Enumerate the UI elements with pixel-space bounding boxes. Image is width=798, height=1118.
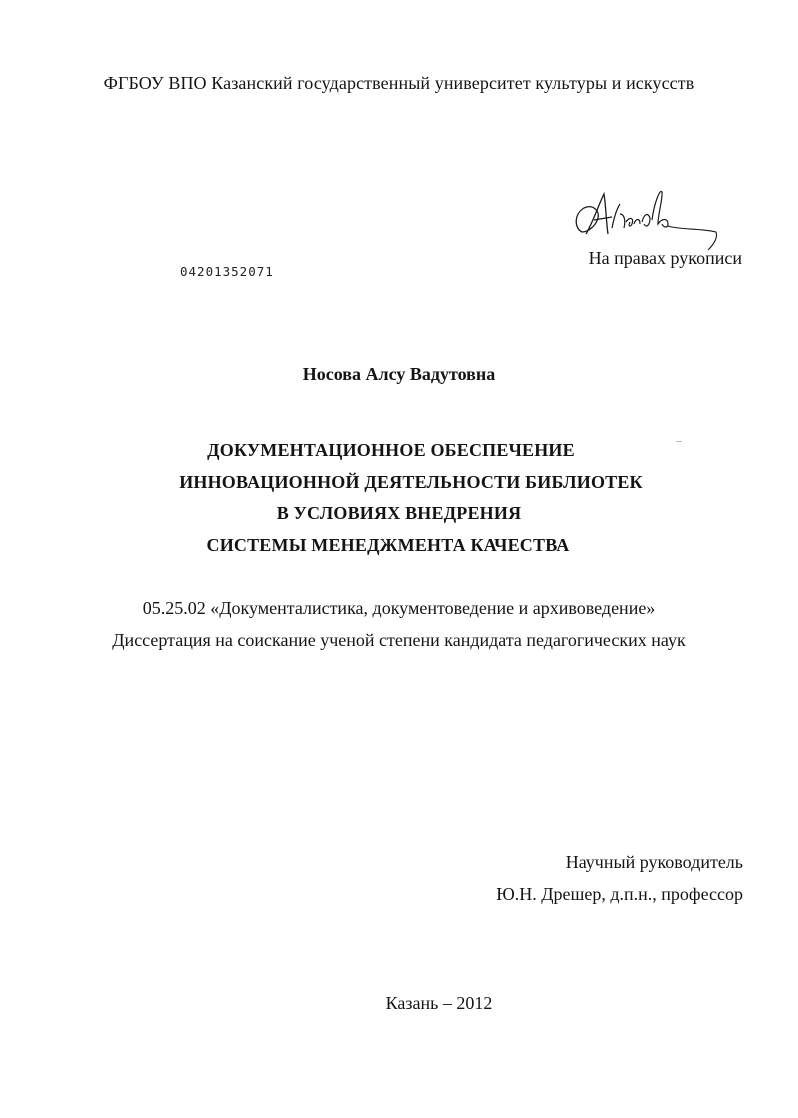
thesis-title-line-4: СИСТЕМЫ МЕНЕДЖМЕНТА КАЧЕСТВА	[206, 535, 570, 555]
author-name: Носова Алсу Вадутовна	[302, 364, 496, 384]
advisor-label: Научный руководитель	[565, 852, 743, 872]
institution-name: ФГБОУ ВПО Казанский государственный университет культуры и искусств	[103, 73, 695, 93]
specialty-code: 05.25.02 «Документалистика, документоведение и архивоведение»	[142, 598, 656, 618]
handwritten-signature	[568, 184, 728, 254]
thesis-title-line-1: ДОКУМЕНТАЦИОННОЕ ОБЕСПЕЧЕНИЕ	[207, 440, 575, 460]
degree-statement: Диссертация на соискание ученой степени кандидата педагогических наук	[112, 630, 686, 650]
thesis-title-line-3: В УСЛОВИЯХ ВНЕДРЕНИЯ	[276, 503, 522, 523]
place-and-year: Казань – 2012	[385, 993, 493, 1013]
advisor-name: Ю.Н. Дрешер, д.п.н., профессор	[496, 884, 743, 904]
catalog-number: 04201352071	[180, 264, 274, 279]
scan-speck	[676, 441, 682, 442]
manuscript-rights-note: На правах рукописи	[588, 248, 742, 268]
thesis-title-line-2: ИННОВАЦИОННОЙ ДЕЯТЕЛЬНОСТИ БИБЛИОТЕК	[179, 472, 643, 492]
